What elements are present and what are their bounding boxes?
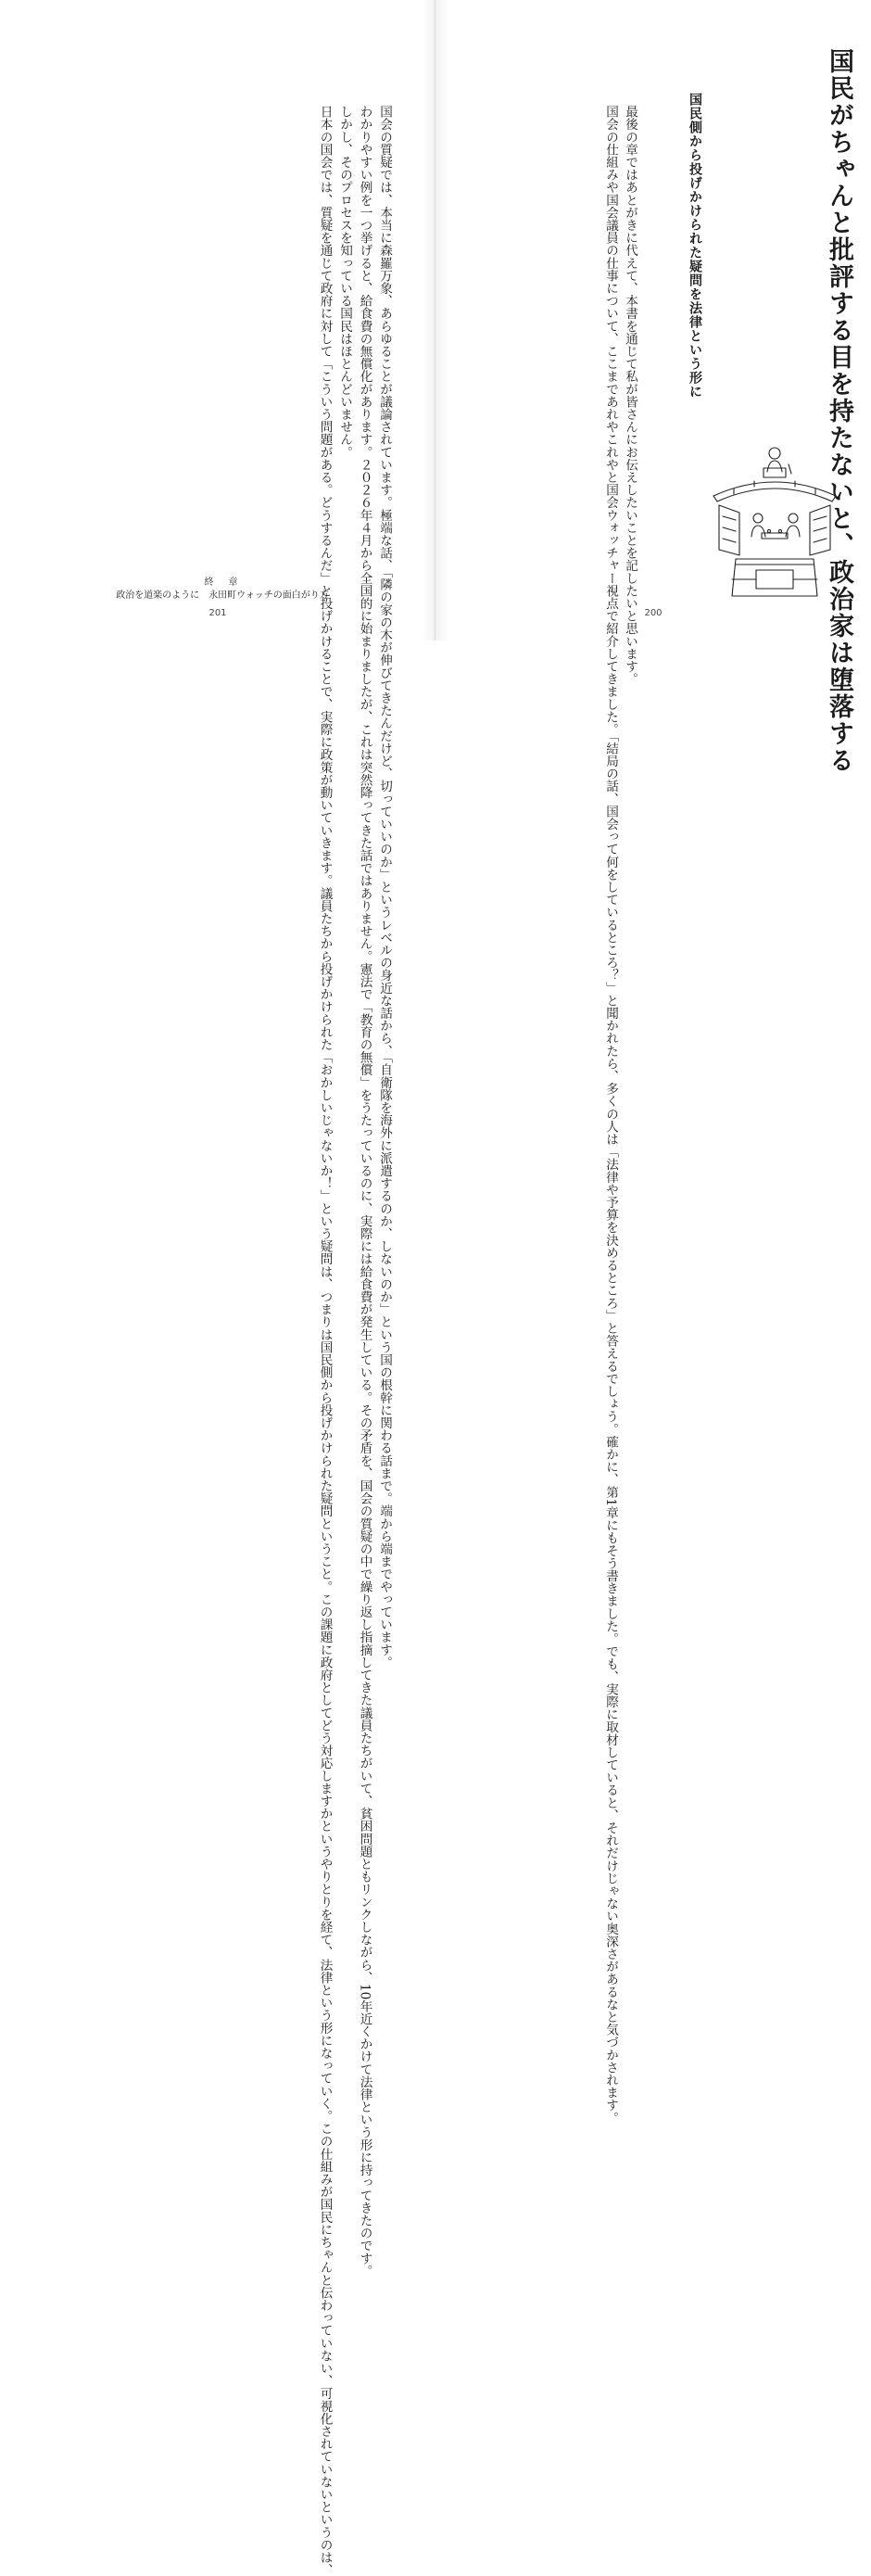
running-header [102,577,343,603]
chapter-title: 国民がちゃんと批評する目を持たないと、政治家は堕落する [825,48,853,774]
parliament-illustration [710,440,839,598]
paragraph: しかし、そのプロセスを知っている国民はほとんどいません。 [337,93,352,459]
paragraph: 最後の章ではあとがきに代えて、本書を通じて私が皆さんにお伝えしたいことを記したいと思います。 [623,93,637,686]
paragraph: 日本の国会では、質疑を通じて政府に対して「こういう問題がある。どうするんだ」と投げかけることで、実際に政策が動いていきます。議員たちから投げかけられた「おかしいじゃないか！」という疑問は、つまりは国民側から投げかけられた疑問ということ。この課題に政府としてどう対応しますかというやりとりを経て、法律という形になっていく。この仕組みが国民にちゃんと伝わっていない、可視化されていないというのは、 [317,93,333,2576]
gutter-shadow [422,0,449,641]
running-header-chapter: 終 章 [204,577,241,588]
section-subtitle: 国民側から投げかけられた疑問を法律という形に [688,93,702,399]
page-number: 200 [644,608,663,618]
paragraph: わかりやすい例を一つ挙げると、給食費の無償化があります。２０２６年４月から全国的に始まりましたが、これは突然降ってきた話ではありません。憲法で「教育の無償」をうたっているのに、実際には給食費が発生している。その矛盾を、国会の質疑の中で繰り返し指摘してきた議員たちがいて、貧困問題ともリンクしながら、10年近くかけて法律という形に持ってきたのです。 [357,93,372,2278]
gutter-line [435,0,436,641]
page-number: 201 [208,608,227,618]
right-page-body [482,93,639,2125]
running-header-subtitle: 政治を道楽のように 永田町ウォッチの面白がり方 [116,590,329,601]
paragraph: 国会の質疑では、本当に森羅万象、あらゆることが議論されています。極端な話、「隣の家の木が伸びてきたんだけど、切っていいのか」というレベルの身近な話から、「自衛隊を海外に派遣するのか、しないのか」という国の根幹に関わる話まで。端から端までやっています。 [377,93,392,1669]
paragraph: 国会の仕組みや国会議員の仕事について、ここまであれやこれやと国会ウォッチャー視点で紹介してきました。「結局の話、国会って何をしているところ？」と聞かれたら、多くの人は「法律や予算を決めるところ」と答えるでしょう。確かに、第1章にもそう書きました。でも、実際に取材していると、それだけじゃない奥深さがあるなと気づかされます。 [603,93,618,2125]
